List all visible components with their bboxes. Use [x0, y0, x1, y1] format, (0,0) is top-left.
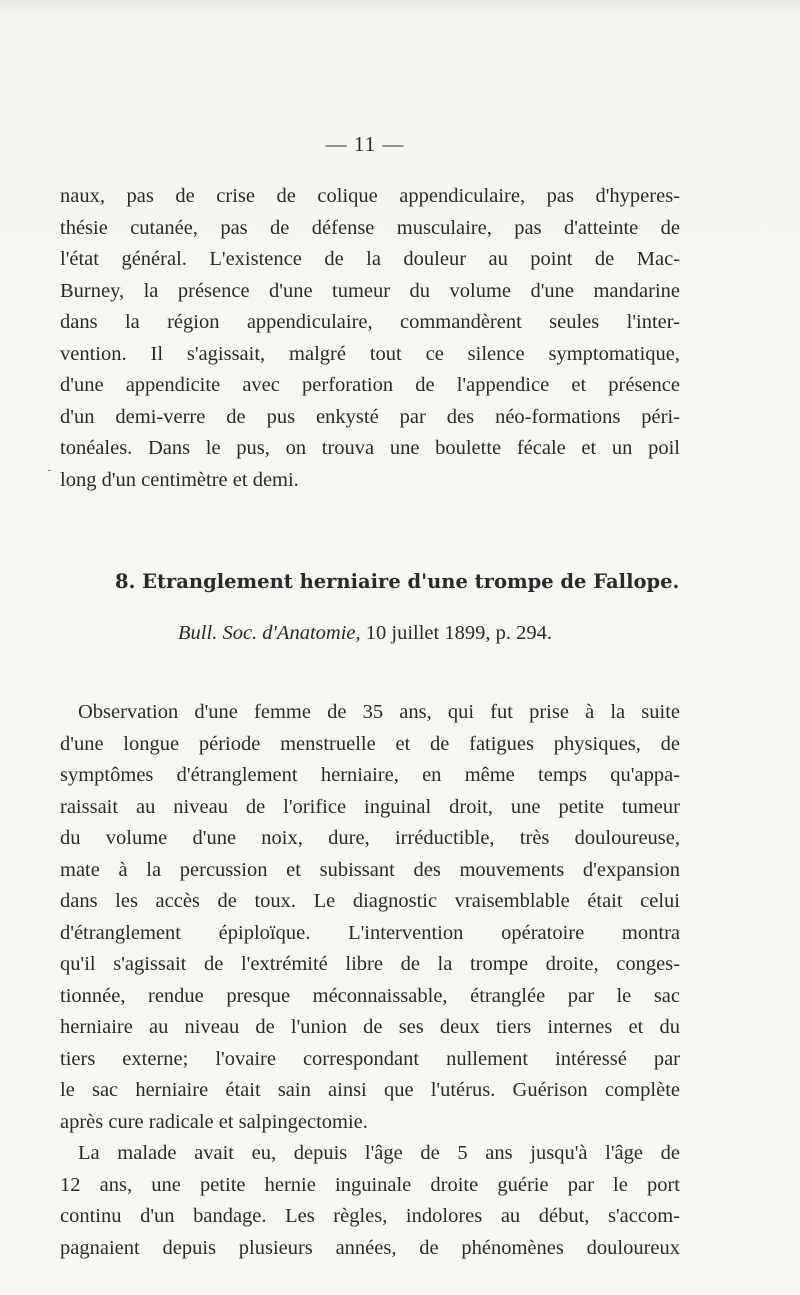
text-line: d'une appendicite avec perforation de l'appendice et présence — [60, 374, 680, 396]
text-line: le sac herniaire était sain ainsi que l'utérus. Guérison complète — [60, 1079, 680, 1101]
text-line: pagnaient depuis plusieurs années, de phénomènes douloureux — [60, 1236, 680, 1259]
text-line: vention. Il s'agissait, malgré tout ce silence symptomatique, — [60, 342, 680, 365]
text-line: tionnée, rendue presque méconnaissable, étranglée par le sac — [60, 984, 680, 1007]
citation-journal: Bull. Soc. d'Anatomie, — [178, 622, 361, 644]
text-line: d'un demi-verre de pus enkysté par des néo-formations péri- — [60, 405, 680, 428]
text-line: d'étranglement épiploïque. L'intervention opératoire montra — [60, 921, 680, 944]
page-number: — 11 — — [325, 132, 405, 156]
text-line: l'état général. L'existence de la douleur au point de Mac- — [60, 248, 680, 270]
text-line: tonéales. Dans le pus, on trouva une boulette fécale et un poil — [60, 437, 680, 459]
text-line: La malade avait eu, depuis l'âge de 5 ans jusqu'à l'âge de — [78, 1142, 680, 1164]
section-citation — [0, 622, 730, 645]
text-line: thésie cutanée, pas de défense musculaire, pas d'atteinte de — [60, 216, 680, 239]
text-line: qu'il s'agissait de l'extrémité libre de la trompe droite, conges- — [60, 953, 680, 975]
text-line: du volume d'une noix, dure, irréductible, très douloureuse, — [60, 827, 680, 849]
paragraph-appendicitis — [60, 181, 680, 496]
text-line: 12 ans, une petite hernie inguinale droite guérie par le port — [60, 1173, 680, 1196]
text-line: Burney, la présence d'une tumeur du volume d'une mandarine — [60, 279, 680, 302]
text-line: tiers externe; l'ovaire correspondant nullement intéressé par — [60, 1047, 680, 1070]
text-line: d'une longue période menstruelle et de fatigues physiques, de — [60, 732, 680, 755]
text-line: long d'un centimètre et demi. — [60, 468, 299, 491]
text-line: après cure radicale et salpingectomie. — [60, 1110, 368, 1133]
citation-details: 10 juillet 1899, p. 294. — [360, 622, 552, 644]
text-line: herniaire au niveau de l'union de ses deux tiers internes et du — [60, 1016, 680, 1038]
text-line: dans la région appendiculaire, commandèrent seules l'inter- — [60, 311, 680, 333]
margin-mark — [48, 470, 51, 471]
text-line: raissait au niveau de l'orifice inguinal droit, une petite tumeur — [60, 795, 680, 818]
text-line: dans les accès de toux. Le diagnostic vraisemblable était celui — [60, 890, 680, 912]
text-line: naux, pas de crise de colique appendiculaire, pas d'hyperes- — [60, 185, 680, 207]
text-line: Observation d'une femme de 35 ans, qui fut prise à la suite — [78, 701, 680, 723]
text-line: symptômes d'étranglement herniaire, en même temps qu'appa- — [60, 764, 680, 786]
section-heading: 8. Etranglement herniaire d'une trompe de Fallope. — [115, 570, 680, 593]
text-line: continu d'un bandage. Les règles, indolores au début, s'accom- — [60, 1205, 680, 1227]
text-line: mate à la percussion et subissant des mouvements d'expansion — [60, 858, 680, 881]
paragraph-observation — [60, 697, 680, 1264]
